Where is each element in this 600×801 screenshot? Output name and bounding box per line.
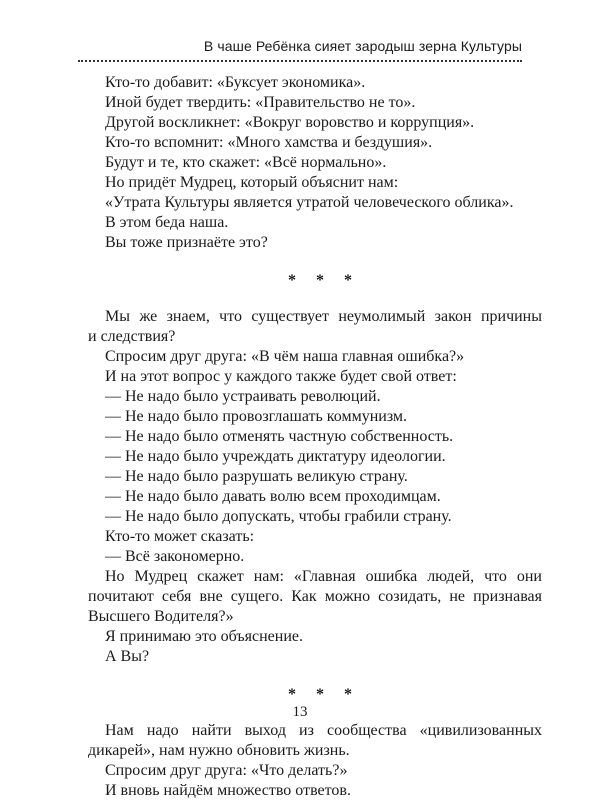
text-line: Но Мудрец скажет нам: «Главная ошибка людей, что они [105, 568, 542, 585]
page-number: 13 [292, 704, 308, 720]
text-line: Высшего Водителя?» [88, 608, 234, 625]
header-dotted-rule [78, 60, 522, 62]
text-line: Нам надо найти выход из сообщества «цивилизованных [105, 722, 542, 739]
text-line: — Всё закономерно. [105, 548, 245, 565]
text-line: Спросим друг друга: «В чём наша главная ошибка?» [105, 348, 465, 365]
text-line: — Не надо было провозглашать коммунизм. [105, 408, 408, 425]
section-separator: * * * [288, 272, 360, 289]
section-2 [88, 307, 542, 667]
text-line: В этом беда наша. [105, 214, 229, 231]
text-line: Будут и те, кто скажет: «Всё нормально». [105, 154, 387, 171]
text-line: Я принимаю это объяснение. [105, 628, 304, 645]
text-line: Спросим друг друга: «Что делать?» [105, 762, 348, 779]
text-line: «Утрата Культуры является утратой человеческого облика». [105, 194, 514, 211]
text-line: Кто-то вспомнит: «Много хамства и бездушия». [105, 134, 433, 151]
header-title: В чаше Ребёнка сияет зародыш зерна Культуры [203, 38, 522, 54]
text-line: — Не надо было допускать, чтобы грабили страну. [105, 508, 452, 525]
text-line: — Не надо было давать волю всем проходимцам. [105, 488, 441, 505]
running-header [78, 38, 522, 64]
text-line: Но придёт Мудрец, который объяснит нам: [105, 174, 399, 191]
text-line: Иной будет твердить: «Правительство не то». [105, 94, 416, 111]
section-1 [105, 73, 535, 253]
text-line: и следствия? [88, 328, 176, 345]
text-line: — Не надо было учреждать диктатуру идеологии. [105, 448, 446, 465]
text-line: — Не надо было устраивать революций. [105, 388, 381, 405]
text-line: почитают себя вне сущего. Как можно созидать, не признавая [88, 588, 542, 605]
text-line: Вы тоже признаёте это? [105, 234, 268, 251]
text-line: И вновь найдём множество ответов. [105, 782, 351, 799]
text-line: — Не надо было отменять частную собственность. [105, 428, 454, 445]
text-line: Кто-то может сказать: [105, 528, 255, 545]
text-line: И на этот вопрос у каждого также будет свой ответ: [105, 368, 457, 385]
section-separator: * * * [288, 686, 360, 703]
text-line: А Вы? [105, 648, 150, 665]
text-line: дикарей», нам нужно обновить жизнь. [88, 742, 350, 759]
text-line: — Не надо было разрушать великую страну. [105, 468, 408, 485]
section-3 [88, 721, 542, 801]
text-line: Кто-то добавит: «Буксует экономика». [105, 74, 366, 91]
page-body [88, 73, 542, 801]
text-line: Мы же знаем, что существует неумолимый закон причины [105, 308, 542, 325]
text-line: Другой воскликнет: «Вокруг воровство и коррупция». [105, 114, 475, 131]
